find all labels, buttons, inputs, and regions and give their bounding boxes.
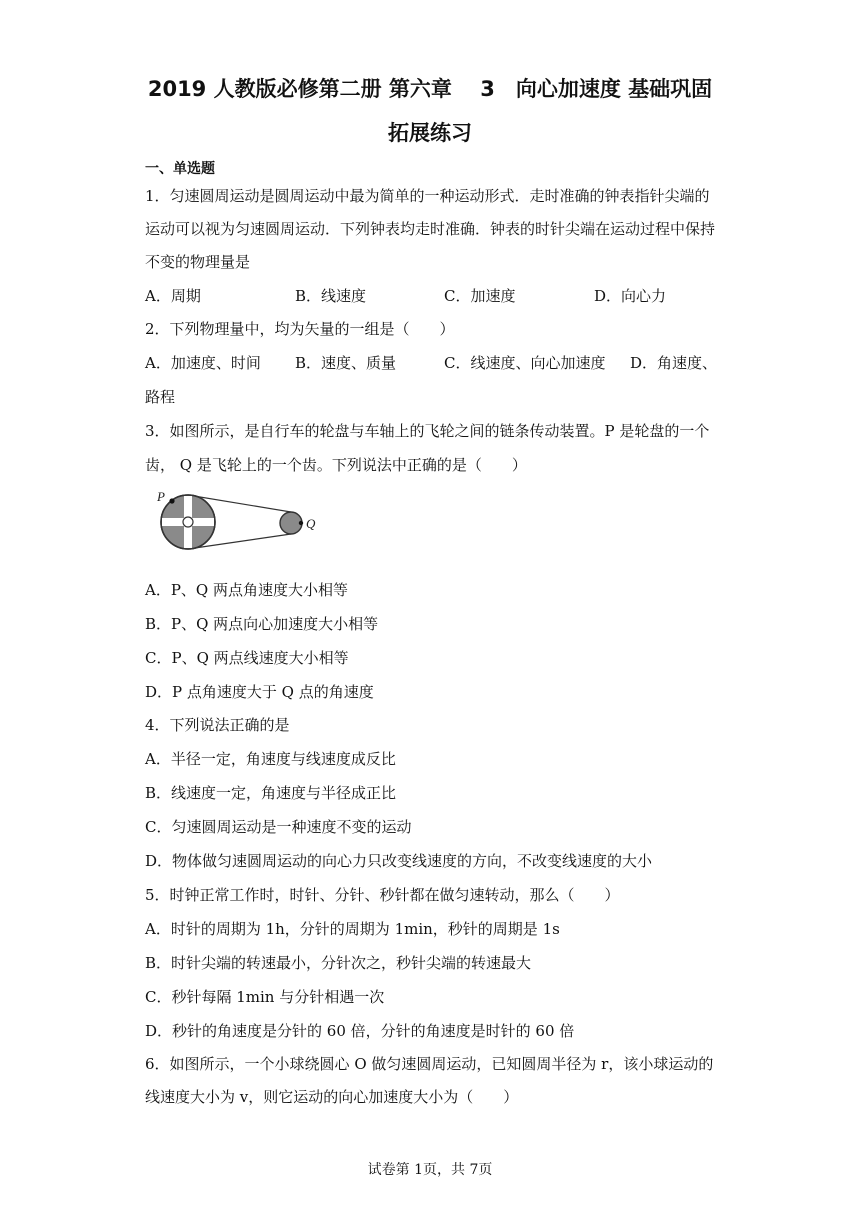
q4-option-d: D．物体做匀速圆周运动的向心力只改变线速度的方向，不改变线速度的大小 [145, 852, 653, 870]
q4-option-b: B．线速度一定，角速度与半径成正比 [145, 784, 397, 802]
q5-option-b: B．时针尖端的转速最小，分针次之，秒针尖端的转速最大 [145, 954, 532, 972]
q6-text-line-2: 线速度大小为 v，则它运动的向心加速度大小为（ ） [145, 1088, 519, 1106]
q2-option-b: B．速度、质量 [295, 354, 397, 372]
q5-option-d: D．秒针的角速度是分针的 60 倍，分针的角速度是时针的 60 倍 [145, 1022, 575, 1040]
flywheel [280, 512, 302, 534]
page-title-line-2: 拓展练习 [388, 121, 472, 145]
q4-text-line-1: 4．下列说法正确的是 [145, 716, 290, 734]
q2-option-d-continued: 路程 [145, 388, 176, 406]
q3-text-line-1: 3．如图所示，是自行车的轮盘与车轴上的飞轮之间的链条传动装置。P 是轮盘的一个 [145, 422, 710, 440]
q3-option-b: B．P、Q 两点向心加速度大小相等 [145, 615, 379, 633]
q2-option-c: C．线速度、向心加速度 [444, 354, 606, 372]
q1-option-c: C．加速度 [444, 287, 516, 305]
q5-option-c: C．秒针每隔 1min 与分针相遇一次 [145, 988, 385, 1006]
q4-option-c: C．匀速圆周运动是一种速度不变的运动 [145, 818, 412, 836]
point-q-marker [299, 521, 303, 525]
q5-text-line-1: 5．时钟正常工作时，时针、分针、秒针都在做匀速转动，那么（ ） [145, 886, 620, 904]
q1-text-line-1: 1．匀速圆周运动是圆周运动中最为简单的一种运动形式．走时准确的钟表指针尖端的 [145, 187, 710, 205]
q1-option-a: A．周期 [145, 287, 201, 305]
page-footer: 试卷第 1页，共 7页 [367, 1162, 493, 1178]
q5-option-a: A．时针的周期为 1h，分针的周期为 1min，秒针的周期是 1s [145, 920, 560, 938]
q2-option-a: A．加速度、时间 [145, 354, 261, 372]
q2-option-d: D．角速度、 [630, 354, 718, 372]
chain-drive-diagram [155, 487, 325, 557]
q3-option-d: D．P 点角速度大于 Q 点的角速度 [145, 683, 374, 701]
chainring-hub [183, 517, 193, 527]
q4-option-a: A．半径一定，角速度与线速度成反比 [145, 750, 396, 768]
q3-option-c: C．P、Q 两点线速度大小相等 [145, 649, 349, 667]
q1-option-d: D．向心力 [594, 287, 667, 305]
page-title-line-1: 2019 人教版必修第二册 第六章 3 向心加速度 基础巩固 [147, 77, 713, 101]
q3-option-a: A．P、Q 两点角速度大小相等 [145, 581, 348, 599]
section-heading: 一、单选题 [145, 161, 215, 177]
q3-text-line-2: 齿， Q 是飞轮上的一个齿。下列说法中正确的是（ ） [145, 456, 527, 474]
point-p-marker [169, 498, 174, 503]
q1-text-line-2: 运动可以视为匀速圆周运动．下列钟表均走时准确．钟表的时针尖端在运动过程中保持 [145, 220, 716, 238]
q1-text-line-3: 不变的物理量是 [145, 253, 251, 271]
q1-option-b: B．线速度 [295, 287, 367, 305]
label-p: P [157, 489, 165, 504]
label-q: Q [306, 516, 316, 531]
q6-text-line-1: 6．如图所示，一个小球绕圆心 O 做匀速圆周运动，已知圆周半径为 r，该小球运动的 [145, 1055, 714, 1073]
q2-text-line-1: 2．下列物理量中，均为矢量的一组是（ ） [145, 320, 455, 338]
